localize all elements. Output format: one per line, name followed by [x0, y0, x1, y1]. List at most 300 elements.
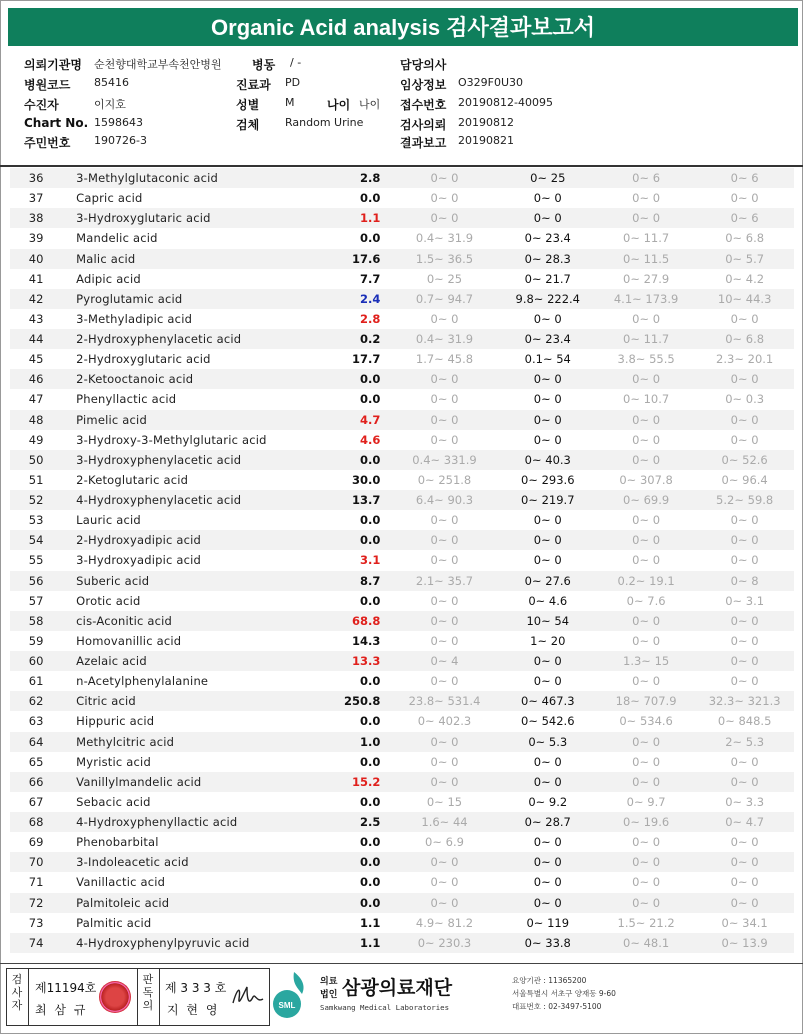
specimen-value: Random Urine	[285, 116, 364, 129]
age-label: 나이	[327, 98, 351, 112]
result-value: 0.0	[360, 231, 381, 246]
row-number: 64	[10, 732, 62, 752]
receipt-label: 접수번호	[400, 98, 447, 112]
reference-range-2: 0~ 0	[533, 875, 562, 890]
table-row	[10, 752, 794, 772]
result-value: 7.7	[360, 271, 381, 286]
acid-name: Lauric acid	[76, 513, 141, 528]
row-number: 72	[10, 893, 62, 913]
table-row	[10, 651, 794, 671]
table-row	[10, 410, 794, 430]
reference-range-2: 0~ 28.7	[499, 812, 597, 832]
acid-name: 4-Hydroxyphenylpyruvic acid	[62, 933, 335, 953]
reference-range-4: 0~ 0	[695, 369, 794, 389]
reference-range-2: 0~ 25	[499, 168, 597, 188]
acid-name: 2-Hydroxyadipic acid	[62, 530, 335, 550]
reference-range-3: 0~ 0	[597, 208, 695, 228]
reference-range-3: 0~ 0	[632, 513, 661, 528]
result-value: 17.7	[352, 352, 381, 367]
row-number: 39	[28, 231, 44, 246]
reader-name: 지 현 영	[167, 1003, 220, 1017]
reference-range-1: 0~ 0	[430, 875, 459, 890]
reference-range-1: 1.5~ 36.5	[390, 249, 498, 269]
reference-range-3: 0~ 307.8	[619, 472, 673, 487]
result-value: 0.0	[360, 754, 381, 769]
reference-range-3: 3.8~ 55.5	[617, 352, 675, 367]
acid-name: 2-Ketoglutaric acid	[76, 472, 189, 487]
reference-range-3: 0~ 0	[597, 530, 695, 550]
reference-range-3: 0~ 19.6	[597, 812, 695, 832]
reference-range-1: 0~ 0	[430, 392, 459, 407]
reference-range-1: 1.7~ 45.8	[415, 352, 474, 367]
table-row	[10, 711, 794, 731]
table-row	[10, 571, 794, 591]
reference-range-2: 0~ 542.6	[521, 714, 575, 729]
reference-range-2: 0~ 0	[533, 191, 562, 206]
row-number: 63	[28, 714, 44, 729]
reference-range-4: 0~ 0	[695, 410, 794, 430]
acid-name: Phenobarbital	[76, 835, 159, 850]
reference-range-2: 0~ 0	[499, 369, 597, 389]
sex-value: M	[285, 96, 295, 109]
reference-range-2: 0~ 467.3	[499, 691, 597, 711]
reference-range-1: 0~ 0	[430, 311, 459, 326]
row-number: 41	[28, 271, 44, 286]
reference-range-1: 0~ 0	[430, 553, 459, 568]
reference-range-1: 0~ 0	[430, 633, 459, 648]
row-number: 54	[10, 530, 62, 550]
row-number: 62	[10, 691, 62, 711]
reference-range-3: 0~ 0	[632, 191, 661, 206]
table-row	[10, 812, 794, 832]
reader-role: 판독의	[142, 973, 154, 1012]
result-value: 2.8	[335, 168, 391, 188]
reference-range-1: 0~ 0	[390, 732, 498, 752]
result-value: 15.2	[335, 772, 391, 792]
reference-range-2: 0~ 5.3	[499, 732, 597, 752]
table-row	[10, 732, 794, 752]
reference-range-4: 0~ 0	[730, 553, 759, 568]
result-value: 0.0	[335, 893, 391, 913]
row-number: 57	[28, 593, 44, 608]
row-number: 44	[10, 329, 62, 349]
acid-name: cis-Aconitic acid	[62, 611, 335, 631]
table-row	[10, 289, 794, 309]
reference-range-4: 0~ 96.4	[721, 472, 768, 487]
org-english-name: Samkwang Medical Laboratories	[320, 1003, 450, 1012]
reference-range-4: 0~ 6	[695, 208, 794, 228]
request-date-label: 검사의뢰	[400, 118, 447, 132]
row-number: 45	[28, 352, 44, 367]
reference-range-4: 0~ 848.5	[717, 714, 772, 729]
reference-range-3: 0~ 0	[597, 732, 695, 752]
reference-range-4: 32.3~ 321.3	[695, 691, 794, 711]
reference-range-3: 0~ 534.6	[619, 714, 673, 729]
acid-name: 3-Indoleacetic acid	[62, 852, 335, 872]
table-row	[10, 872, 794, 892]
row-number: 74	[10, 933, 62, 953]
reference-range-4: 0~ 4.7	[695, 812, 794, 832]
reference-range-4: 2.3~ 20.1	[716, 352, 774, 367]
chart-no-value: 1598643	[94, 116, 143, 129]
reference-range-3: 1.5~ 21.2	[617, 915, 675, 930]
reference-range-1: 0.4~ 31.9	[415, 231, 474, 246]
row-number: 43	[28, 311, 44, 326]
reference-range-4: 0~ 4.2	[725, 271, 765, 286]
acid-name: Sebacic acid	[76, 794, 151, 809]
age-value: 나이	[359, 98, 381, 111]
acid-name: Pimelic acid	[62, 410, 335, 430]
reference-range-2: 0~ 0	[533, 432, 562, 447]
reference-range-4: 0~ 6.8	[725, 231, 765, 246]
acid-name: Capric acid	[76, 191, 143, 206]
clinical-value: O329F0U30	[458, 76, 524, 89]
rrn-value: 190726-3	[94, 134, 147, 147]
row-number: 55	[28, 553, 44, 568]
row-number: 68	[10, 812, 62, 832]
result-value: 0.0	[360, 674, 381, 689]
reference-range-3: 0~ 69.9	[597, 490, 695, 510]
report-date-value: 20190821	[458, 134, 514, 147]
result-value: 30.0	[352, 472, 381, 487]
acid-name: Citric acid	[62, 691, 335, 711]
result-value: 1.1	[335, 933, 391, 953]
reference-range-3: 0~ 9.7	[626, 794, 666, 809]
signature-divider	[28, 969, 29, 1025]
reference-range-2: 0~ 0	[533, 513, 562, 528]
table-row	[10, 490, 794, 510]
acid-name: Azelaic acid	[62, 651, 335, 671]
reference-range-3: 0~ 48.1	[597, 933, 695, 953]
acid-name: 3-Hydroxyphenylacetic acid	[62, 450, 335, 470]
reference-range-4: 5.2~ 59.8	[695, 490, 794, 510]
table-row	[10, 450, 794, 470]
reference-range-4: 0~ 0.3	[725, 392, 765, 407]
reference-range-3: 0~ 11.7	[597, 329, 695, 349]
result-value: 1.0	[335, 732, 391, 752]
patient-info-panel	[24, 50, 794, 150]
reference-range-4: 0~ 6.8	[695, 329, 794, 349]
acid-name: Hippuric acid	[76, 714, 155, 729]
table-row	[10, 208, 794, 228]
row-number: 65	[28, 754, 44, 769]
table-row	[10, 168, 794, 188]
result-value: 250.8	[335, 691, 391, 711]
reference-range-4: 10~ 44.3	[695, 289, 794, 309]
result-value: 14.3	[352, 633, 381, 648]
ward-value: / -	[290, 56, 302, 69]
reference-range-4: 2~ 5.3	[695, 732, 794, 752]
row-number: 37	[28, 191, 44, 206]
reference-range-4: 0~ 0	[730, 311, 759, 326]
table-row	[10, 430, 794, 450]
reference-range-3: 0~ 0	[632, 754, 661, 769]
footer-divider	[0, 963, 803, 964]
reference-range-2: 0~ 27.6	[499, 571, 597, 591]
reference-range-2: 0~ 0	[533, 311, 562, 326]
reference-range-1: 0~ 0	[390, 530, 498, 550]
result-value: 4.7	[335, 410, 391, 430]
reference-range-4: 0~ 8	[695, 571, 794, 591]
hospital-code-value: 85416	[94, 76, 129, 89]
reference-range-1: 0~ 0	[430, 191, 459, 206]
reference-range-1: 0~ 25	[426, 271, 463, 286]
row-number: 66	[10, 772, 62, 792]
reference-range-4: 0~ 0	[695, 530, 794, 550]
reference-range-1: 0~ 230.3	[390, 933, 498, 953]
reference-range-1: 0~ 0	[390, 208, 498, 228]
patient-value: 이지호	[94, 98, 126, 111]
reference-range-2: 0~ 33.8	[499, 933, 597, 953]
table-row	[10, 269, 794, 289]
row-number: 73	[28, 915, 44, 930]
reference-range-2: 0~ 0	[499, 893, 597, 913]
table-row	[10, 933, 794, 953]
result-value: 68.8	[335, 611, 391, 631]
result-value: 0.0	[360, 191, 381, 206]
dept-value: PD	[285, 76, 301, 89]
row-number: 51	[28, 472, 44, 487]
table-row	[10, 591, 794, 611]
row-number: 52	[10, 490, 62, 510]
acid-name: Pyroglutamic acid	[62, 289, 335, 309]
sml-logo-text: SML	[278, 1001, 296, 1010]
signature-box	[6, 968, 270, 1026]
acid-name: Myristic acid	[76, 754, 151, 769]
reference-range-1: 0~ 0	[390, 410, 498, 430]
reference-range-2: 0~ 9.2	[528, 794, 568, 809]
table-row	[10, 329, 794, 349]
reader-license: 제 3 3 3 호	[165, 981, 227, 995]
reference-range-4: 0~ 52.6	[695, 450, 794, 470]
reference-range-3: 0~ 0	[632, 875, 661, 890]
table-row	[10, 249, 794, 269]
result-value: 13.7	[335, 490, 391, 510]
reference-range-2: 0~ 119	[526, 915, 570, 930]
ward-label: 병동	[252, 58, 276, 72]
reference-range-4: 0~ 0	[730, 432, 759, 447]
reference-range-4: 0~ 5.7	[695, 249, 794, 269]
reference-range-1: 0~ 0	[390, 772, 498, 792]
reference-range-2: 0~ 0	[499, 410, 597, 430]
report-title: Organic Acid analysis 검사결과보고서	[8, 8, 798, 46]
reference-range-2: 1~ 20	[530, 633, 566, 648]
reference-range-4: 0~ 0	[730, 674, 759, 689]
org-prefix-top: 의료	[320, 977, 338, 987]
requester-value: 순천향대학교부속천안병원	[94, 58, 222, 71]
row-number: 36	[10, 168, 62, 188]
reference-range-3: 0~ 0	[632, 432, 661, 447]
specimen-label: 검체	[236, 118, 260, 132]
reference-range-1: 0~ 0	[430, 432, 459, 447]
acid-name: Malic acid	[62, 249, 335, 269]
reference-range-3: 1.3~ 15	[597, 651, 695, 671]
reference-range-2: 0~ 0	[499, 772, 597, 792]
reference-range-4: 0~ 0	[695, 893, 794, 913]
reference-range-4: 0~ 0	[730, 875, 759, 890]
reference-range-3: 0~ 0	[632, 311, 661, 326]
row-number: 58	[10, 611, 62, 631]
reference-range-2: 0~ 23.4	[524, 231, 571, 246]
acid-name: 3-Hydroxyglutaric acid	[62, 208, 335, 228]
acid-name: 3-Hydroxyadipic acid	[76, 553, 202, 568]
reference-range-1: 6.4~ 90.3	[390, 490, 498, 510]
reference-range-1: 0~ 251.8	[417, 472, 472, 487]
reference-range-2: 0~ 0	[533, 835, 562, 850]
sex-label: 성별	[236, 98, 260, 112]
reference-range-2: 0~ 219.7	[499, 490, 597, 510]
reference-range-3: 0~ 0	[632, 674, 661, 689]
reference-range-1: 0~ 0	[430, 754, 459, 769]
table-row	[10, 691, 794, 711]
reference-range-2: 0~ 0	[533, 553, 562, 568]
signature-divider	[159, 969, 160, 1025]
examiner-license: 제11194호	[35, 981, 97, 995]
reference-range-2: 0~ 28.3	[499, 249, 597, 269]
row-number: 60	[10, 651, 62, 671]
contact-line: 요양기관 : 11365200	[512, 976, 587, 985]
requester-label: 의뢰기관명	[24, 58, 82, 72]
reference-range-4: 0~ 0	[730, 191, 759, 206]
reference-range-1: 1.6~ 44	[390, 812, 498, 832]
reference-range-2: 0~ 0	[499, 530, 597, 550]
row-number: 50	[10, 450, 62, 470]
reference-range-2: 0~ 0	[533, 674, 562, 689]
reference-range-4: 0~ 0	[695, 611, 794, 631]
reference-range-4: 0~ 0	[695, 651, 794, 671]
row-number: 47	[28, 392, 44, 407]
table-row	[10, 893, 794, 913]
reference-range-2: 0~ 0	[533, 754, 562, 769]
row-number: 56	[10, 571, 62, 591]
row-number: 49	[28, 432, 44, 447]
acid-name: Palmitoleic acid	[62, 893, 335, 913]
result-value: 0.0	[360, 794, 381, 809]
reference-range-1: 0.4~ 31.9	[390, 329, 498, 349]
acid-name: 2-Hydroxyglutaric acid	[76, 352, 211, 367]
row-number: 61	[28, 674, 44, 689]
reference-range-4: 0~ 6	[695, 168, 794, 188]
signature-scribble	[229, 981, 265, 1011]
table-row	[10, 671, 794, 691]
result-value: 17.6	[335, 249, 391, 269]
reference-range-4: 0~ 0	[730, 835, 759, 850]
acid-name: 2-Hydroxyphenylacetic acid	[62, 329, 335, 349]
acid-name: 4-Hydroxyphenyllactic acid	[62, 812, 335, 832]
reference-range-3: 0~ 0	[632, 553, 661, 568]
table-row	[10, 188, 794, 208]
reference-range-1: 0~ 6.9	[425, 835, 464, 850]
result-value: 0.0	[360, 714, 381, 729]
result-value: 4.6	[360, 432, 381, 447]
result-value: 0.0	[335, 852, 391, 872]
reference-range-1: 0~ 4	[390, 651, 498, 671]
reference-range-1: 0~ 0	[430, 513, 459, 528]
reference-range-1: 0~ 0	[390, 893, 498, 913]
organization-logotype	[318, 970, 518, 1020]
result-value: 0.0	[360, 835, 381, 850]
reference-range-4: 0~ 0	[695, 852, 794, 872]
reference-range-1: 4.9~ 81.2	[415, 915, 474, 930]
table-row	[10, 832, 794, 852]
table-row	[10, 792, 794, 812]
reference-range-4: 0~ 13.9	[695, 933, 794, 953]
result-value: 0.0	[360, 392, 381, 407]
reference-range-3: 0~ 6	[597, 168, 695, 188]
acid-name: Palmitic acid	[76, 915, 152, 930]
reference-range-1: 2.1~ 35.7	[390, 571, 498, 591]
result-value: 0.2	[335, 329, 391, 349]
acid-name: 3-Methyladipic acid	[76, 311, 193, 326]
table-row	[10, 913, 794, 933]
org-name: 삼광의료재단	[342, 977, 453, 999]
reference-range-4: 0~ 3.3	[725, 794, 765, 809]
contact-line: 대표번호 : 02-3497-5100	[512, 1002, 602, 1011]
table-row	[10, 550, 794, 570]
reference-range-4: 0~ 0	[730, 513, 759, 528]
reference-range-1: 0~ 0	[390, 369, 498, 389]
reference-range-3: 0~ 0	[597, 893, 695, 913]
acid-name: 3-Hydroxy-3-Methylglutaric acid	[76, 432, 267, 447]
reference-range-3: 0~ 10.7	[623, 392, 670, 407]
reference-range-2: 0~ 0	[499, 651, 597, 671]
reference-range-3: 0~ 0	[597, 852, 695, 872]
reference-range-3: 0~ 0	[632, 633, 661, 648]
clinical-label: 임상정보	[400, 78, 447, 92]
org-prefix-bottom: 법인	[320, 990, 338, 1000]
results-table	[10, 168, 794, 953]
chart-no-label: Chart No.	[24, 116, 89, 130]
reference-range-3: 0~ 7.6	[626, 593, 666, 608]
reference-range-3: 0~ 0	[597, 450, 695, 470]
acid-name: Adipic acid	[76, 271, 141, 286]
reference-range-3: 0~ 11.7	[623, 231, 670, 246]
result-value: 1.1	[360, 915, 381, 930]
table-row	[10, 631, 794, 651]
report-date-label: 결과보고	[400, 136, 447, 150]
table-row	[10, 530, 794, 550]
acid-name: 2-Ketooctanoic acid	[62, 369, 335, 389]
row-number: 67	[28, 794, 44, 809]
row-number: 59	[28, 633, 44, 648]
reference-range-3: 0.2~ 19.1	[597, 571, 695, 591]
contact-line: 서울특별시 서초구 양재동 9-60	[512, 989, 616, 998]
reference-range-2: 0.1~ 54	[524, 352, 571, 367]
table-row	[10, 852, 794, 872]
reference-range-1: 0~ 402.3	[417, 714, 472, 729]
reference-range-3: 0~ 0	[597, 772, 695, 792]
acid-name: Vanillylmandelic acid	[62, 772, 335, 792]
rrn-label: 주민번호	[24, 136, 71, 150]
result-value: 1.1	[335, 208, 391, 228]
reference-range-2: 0~ 0	[499, 852, 597, 872]
examiner-seal	[99, 981, 131, 1013]
examiner-role: 검사자	[11, 973, 23, 1012]
hospital-code-label: 병원코드	[24, 78, 71, 92]
row-number: 71	[28, 875, 44, 890]
reference-range-1: 0~ 0	[390, 852, 498, 872]
reference-range-1: 0.4~ 331.9	[390, 450, 498, 470]
acid-name: Homovanillic acid	[76, 633, 182, 648]
table-row	[10, 389, 794, 409]
row-number: 53	[28, 513, 44, 528]
row-number: 48	[10, 410, 62, 430]
row-number: 42	[10, 289, 62, 309]
reference-range-2: 0~ 293.6	[521, 472, 575, 487]
reference-range-3: 4.1~ 173.9	[597, 289, 695, 309]
result-value: 2.5	[335, 812, 391, 832]
acid-name: n-Acetylphenylalanine	[76, 674, 209, 689]
